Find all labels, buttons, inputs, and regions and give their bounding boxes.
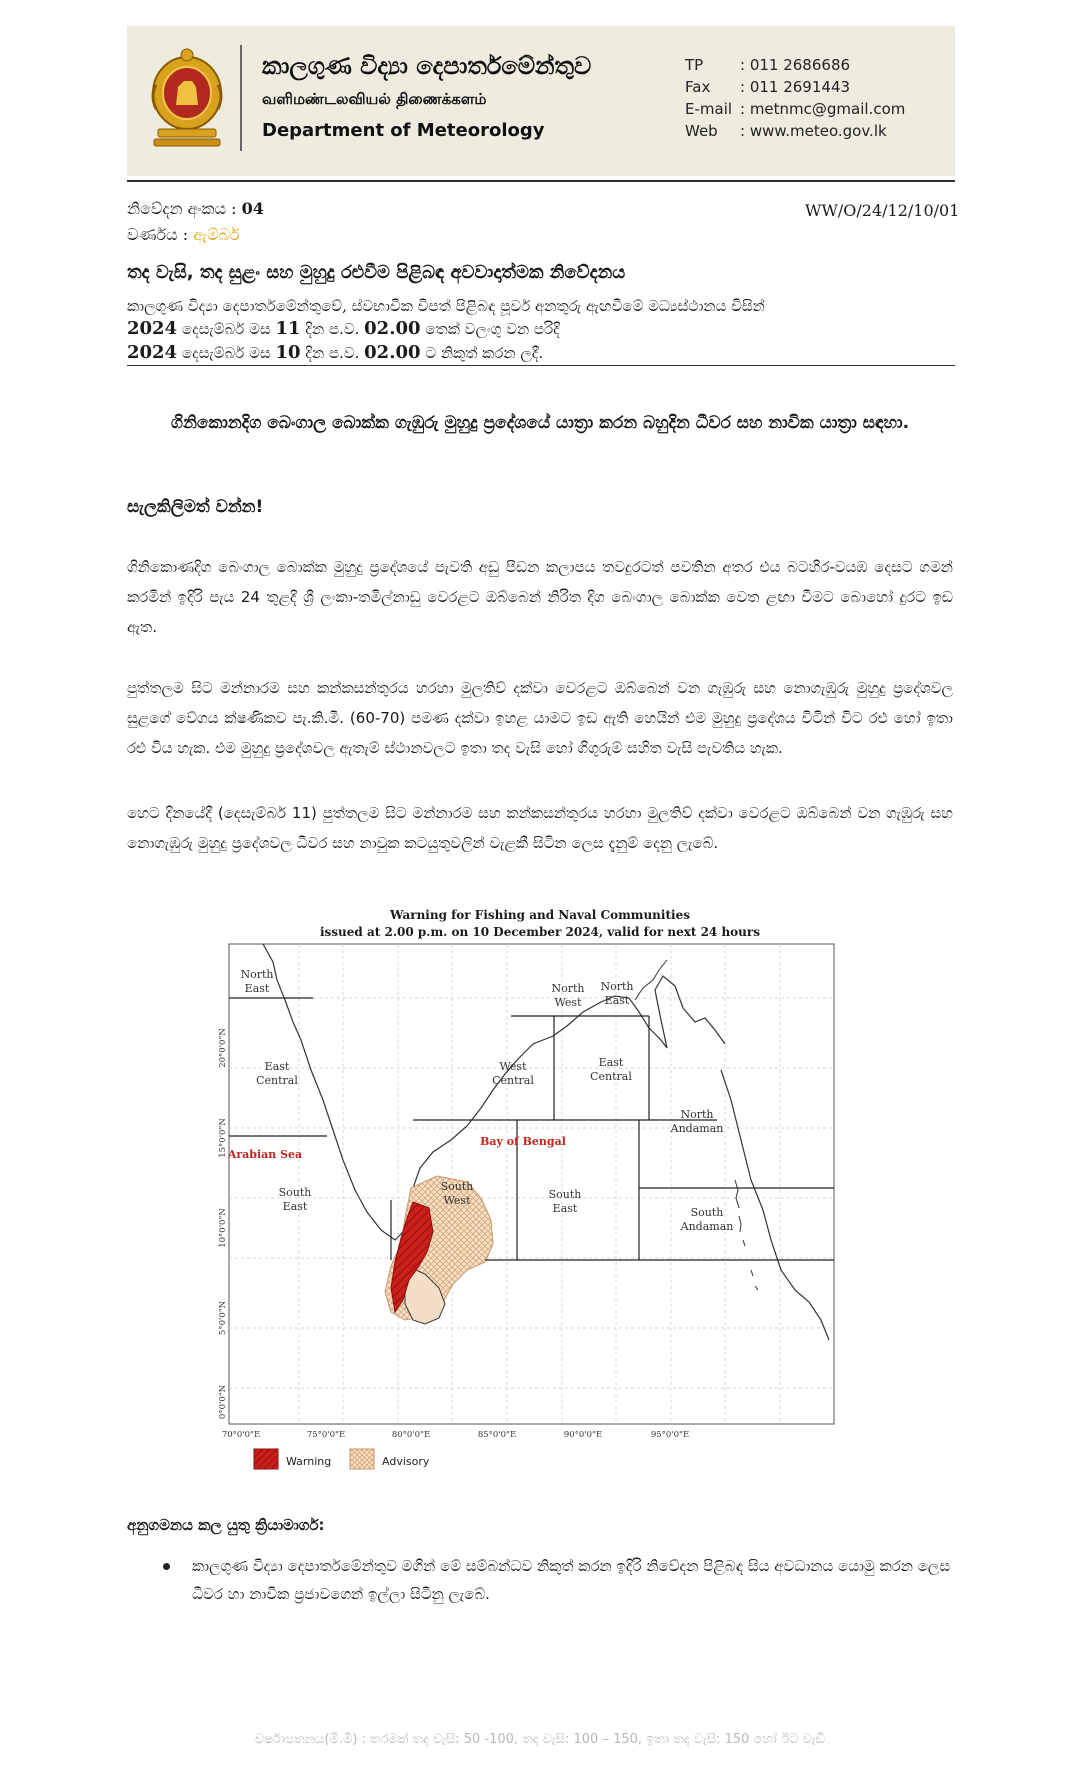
region-south-west-line1: South [440,1180,474,1193]
actions-heading: අනුගමනය කල යුතු ක්‍රියාමාර්ග: [127,1516,325,1534]
region-south-andaman-line2: Andaman [680,1220,734,1233]
lat-tick-15n: 15°0'0"N [218,1118,228,1158]
warning-map [215,940,845,1440]
fax-label: Fax [685,78,711,96]
valid-time-label: දින ප.ව. [305,320,360,338]
legend-advisory-label: Advisory [382,1455,430,1468]
lon-tick-75e: 75°0'0"E [306,1430,346,1440]
map-subtitle: issued at 2.00 p.m. on 10 December 2024, valid for next 24 hours [319,925,760,939]
region-east-central-line2: Central [256,1074,298,1087]
notice-number [127,199,264,219]
region-north-east-bob-line2: East [604,994,630,1007]
legend-advisory-swatch [350,1449,374,1469]
region-west-central-line1: West [499,1060,527,1073]
notice-number-label: නිවේදන අංකය : [127,199,237,218]
arabian-sea-label: Arabian Sea [227,1148,303,1161]
lon-tick-70e: 70°0'0"E [221,1430,261,1440]
region-south-east-bob-line2: East [552,1202,578,1215]
issued-suffix: ට නිකුත් කරන ලදී. [425,344,544,362]
notice-category [127,225,240,245]
attention-heading: සැලකිලිමත් වන්න! [127,497,264,517]
tp-label: TP [685,56,704,74]
region-south-east-bob-line1: South [548,1188,582,1201]
region-west-central-line2: Central [492,1074,534,1087]
valid-month: දෙසැම්බර් මස [181,320,271,338]
lat-tick-5n: 5°0'0"N [218,1300,228,1336]
paragraph-2: පුත්තලම සිට මන්නාරම සහ කන්කසන්තුරය හරහා මුලතිව් දක්වා වෙරළට ඔබ්බෙන් වන ගැඹුරු සහ නොගැඹුරු මුහුදු ප්‍රදේශවල සුළගේ වේගය ක්ෂණිකව පැ.කි.මී. (60-70) පමණ දක්වා ඉහළ යාමට ඉඩ ඇති හෙයින් එම මුහුදු ප්‍රදේශය විටින් විට රළු හෝ ඉතා රළු විය හැක. එම මුහුදු ප්‍රදේශවල ඇතැම් ස්ථානවලට ඉතා තද වැසි හෝ ගිගුරුම් සහිත වැසි පැවතිය හැක. [127,679,953,757]
map-legend [252,1445,452,1473]
paragraph-1: ගිනිකොණදිග බෙංගාල බොක්ක මුහුදු ප්‍රදේශයේ පැවති අඩු පීඩන කලාපය තවදුරටත් පවතින අතර එය බටහිර-වයඹ දෙසට ගමන් කරමින් ඉදිරි පැය 24 තුළදී ශ්‍රී ලංකා-තමිල්නාඩු වෙරළට ඔබ්බෙන් නිරිත දිග බෙංගාල බොක්ක වෙත ළඟා වීමට බොහෝ දුරට ඉඩ ඇත. [127,558,953,636]
region-north-andaman-line2: Andaman [670,1122,724,1135]
department-name-english: Department of Meteorology [262,120,545,141]
issued-time: 02.00 [364,342,421,363]
fax-value: : 011 2691443 [740,78,851,96]
header-divider [240,45,242,151]
lon-tick-85e: 85°0'0"E [477,1430,517,1440]
action-item: කාලගුණ විද්‍යා දෙපාර්තමේන්තුව මගින් මේ සම්බන්ධව නිකුත් කරන ඉදිරි නිවේදන පිළිබඳ සිය අවධානය යොමු කරන ලෙස ධීවර හා නාවික ප්‍රජාවගෙන් ඉල්ලා සිටිනු ලැබේ. [192,1557,951,1603]
legend-warning-swatch [254,1449,278,1469]
web-label: Web [685,122,718,140]
issued-month: දෙසැම්බර් මස [181,344,271,362]
notice-subject: ගිනිකොනදිග බෙංගාල බොක්ක ගැඹුරු මුහුදු ප්‍රදේශයේ යාත්‍රා කරන බහුදින ධීවර සහ නාවික යාත්‍රා සඳහා. [170,413,910,433]
lon-tick-80e: 80°0'0"E [391,1430,431,1440]
region-south-andaman-line1: South [690,1206,724,1219]
legend-warning-label: Warning [286,1455,332,1468]
header-rule [127,180,955,182]
state-emblem-icon [148,45,226,149]
email-value[interactable]: : metnmc@gmail.com [740,100,906,118]
region-north-west-line1: North [551,982,585,995]
region-south-east-line2: East [282,1200,308,1213]
lon-tick-95e: 95°0'0"E [650,1430,690,1440]
issued-day: 10 [275,342,301,363]
rainfall-footer: වර්ෂාපතනය(මි.මී) : තරමක් තද වැසි: 50 -100, තද වැසි: 100 – 150, ඉතා තද වැසි: 150 හෝ ඊට වැඩි [254,1732,826,1747]
region-east-central-bob-line2: Central [590,1070,632,1083]
lat-tick-20n: 20°0'0"N [218,1028,228,1068]
valid-time: 02.00 [364,318,421,339]
valid-year: 2024 [127,318,178,339]
department-name-sinhala: කාලගුණ විද්‍යා දෙපාර්තමේන්තුව [262,52,592,80]
email-label: E-mail [685,100,733,118]
notice-number-value: 04 [241,199,264,218]
region-north-andaman-line1: North [680,1108,714,1121]
region-north-east-bob-line1: North [600,980,634,993]
region-south-east-line1: South [278,1186,312,1199]
paragraph-3: හෙට දිනයේදී (දෙසැම්බර් 11) පුත්තලම සිට මන්නාරම සහ කන්කසන්තුරය හරහා මුලතිව් දක්වා වෙරළට ඔබ්බෙන් වන ගැඹුරු සහ නොගැඹුරු මුහුදු ප්‍රදේශවල ධීවර සහ නාවුක කටයුතුවලින් වැළකී සිටින ලෙස දැනුම් දෙනු ලැබේ. [127,804,953,852]
bullet-icon [163,1563,170,1570]
lon-tick-90e: 90°0'0"E [563,1430,603,1440]
region-south-west-line2: West [443,1194,471,1207]
meta-rule [127,365,955,366]
issued-year: 2024 [127,342,178,363]
map-title: Warning for Fishing and Naval Communities [390,908,690,922]
issuer-line: කාලගුණ විද්‍යා දෙපාර්තමේන්තුවේ, ස්වභාවික විපත් පිළිබඳ පූර්ව අනතුරු ඇඟවීමේ මධ්‍යස්ථානය විසින් [127,297,765,315]
notice-reference: WW/O/24/12/10/01 [805,201,960,220]
region-north-west-line2: West [554,996,582,1009]
notice-title: තද වැසි, තද සුළං සහ මුහුදු රළුවීම පිළිබඳ අවවාදාත්මක නිවේදනය [127,262,626,283]
lat-tick-10n: 10°0'0"N [218,1208,228,1248]
valid-day: 11 [275,318,301,339]
category-label: වර්ණය : [127,225,189,244]
lat-tick-0n: 0°0'0"N [218,1384,228,1420]
department-name-tamil: வளிமண்டலவியல் திணைக்களம் [262,90,487,108]
valid-suffix: තෙක් වලංගු වන පරිදි [425,320,560,338]
region-north-east-line2: East [244,982,270,995]
valid-until-line [127,318,560,339]
region-east-central-bob-line1: East [598,1056,624,1069]
region-north-east-line1: North [240,968,274,981]
region-east-central-line1: East [264,1060,290,1073]
web-value[interactable]: : www.meteo.gov.lk [740,122,887,140]
bay-of-bengal-label: Bay of Bengal [480,1135,566,1148]
tp-value: : 011 2686686 [740,56,851,74]
issued-time-label: දින ප.ව. [305,344,360,362]
category-value: ඇම්බර් [193,225,240,244]
issued-at-line [127,342,543,363]
